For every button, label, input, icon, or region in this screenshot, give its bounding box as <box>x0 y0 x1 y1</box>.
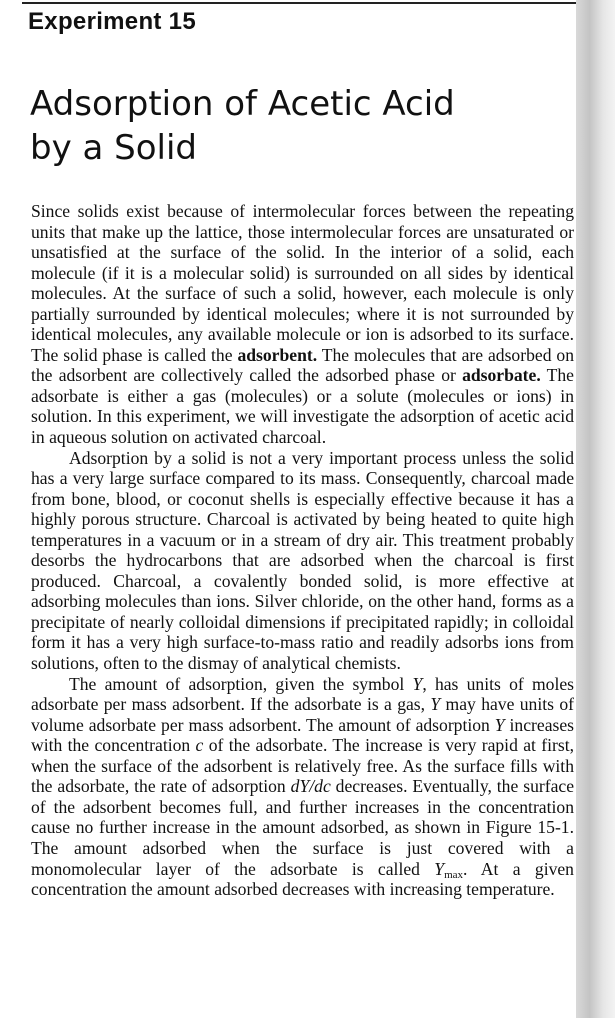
page-edge-shadow <box>576 0 615 1018</box>
symbol-y-2: Y <box>430 694 441 715</box>
term-adsorbent: adsorbent. <box>237 344 318 365</box>
term-adsorbate: adsorbate. <box>462 365 541 386</box>
p3-text-d: increases with the concentration <box>31 714 575 756</box>
derivative-dy-dc: dY/dc <box>290 776 331 797</box>
p3-text-b: , has units of moles adsorbate per mass adsorbent. If the adsorbate is a gas, <box>31 673 575 715</box>
title-line-1: Adsorption of Acetic Acid <box>30 84 455 124</box>
p1-text-c: The adsorbate is either a gas (molecules) or a solute (molecules or ions) in solution. In this experiment, we will investigate the adsorption of acetic acid in aqueous solution on activated charcoal. <box>31 365 574 448</box>
p3-text-c: may have units of volume adsorbate per mass adsorbent. The amount of adsorption <box>31 694 574 735</box>
body-text <box>31 201 574 900</box>
experiment-label: Experiment 15 <box>28 8 196 35</box>
page-title <box>30 82 570 170</box>
p1-text-a: Since solids exist because of intermolecular forces between the repeating units that make up the lattice, those intermolecular forces are unsaturated or unsatisfied at the surface of the solid. In the interior of a solid, each molecule (if it is a molecular solid) is surrounded on all sides by identical molecules. At the surface of such a solid, however, each molecule is only partially surrounded by identical molecules; where it is not surrounded by identical molecules, any available molecule or ion is adsorbed to its surface. The solid phase is called the <box>31 201 574 365</box>
paragraph-3 <box>31 674 574 900</box>
top-rule <box>22 2 578 4</box>
symbol-ymax: Y <box>434 858 445 879</box>
title-line-2: by a Solid <box>30 128 198 168</box>
paragraph-2: Adsorption by a solid is not a very important process unless the solid has a very large surface compared to its mass. Consequently, charcoal made from bone, blood, or coconut shells is especially effective because it has a highly porous structure. Charcoal is activated by being heated to quite high temperatures in a vacuum or in a stream of dry air. This treatment probably desorbs the hydrocarbons that are adsorbed when the charcoal is first produced. Charcoal, a covalently bonded solid, is more effective at adsorbing molecules than ions. Silver chloride, on the other hand, forms as a precipitate of nearly colloidal dimensions if precipitated rapidly; in colloidal form it has a very high surface-to-mass ratio and readily adsorbs ions from solutions, often to the dismay of analytical chemists. <box>31 447 574 674</box>
symbol-y-3: Y <box>494 714 505 735</box>
p3-text-f: decreases. Eventually, the surface of the adsorbent becomes full, and further increases in the concentration cause no further increase in the amount adsorbed, as shown in Figure 15-1. The amount adsorbed when the surface is just covered with a monomolecular layer of the adsorbate is called <box>31 776 575 879</box>
symbol-y-1: Y <box>412 673 423 694</box>
p3-text-e: of the adsorbate. The increase is very rapid at first, when the surface of the adsorbent is relatively free. As the surface fills with the adsorbate, the rate of adsorption <box>31 735 574 797</box>
symbol-c: c <box>195 735 204 756</box>
ymax-subscript: max <box>444 868 464 881</box>
p3-text-a: The amount of adsorption, given the symbol <box>69 673 413 694</box>
paragraph-1 <box>31 201 574 448</box>
p1-text-b: The molecules that are adsorbed on the adsorbent are collectively called the adsorbed phase or <box>31 344 575 386</box>
p3-text-g: . At a given concentration the amount adsorbed decreases with increasing temperature. <box>31 858 574 900</box>
